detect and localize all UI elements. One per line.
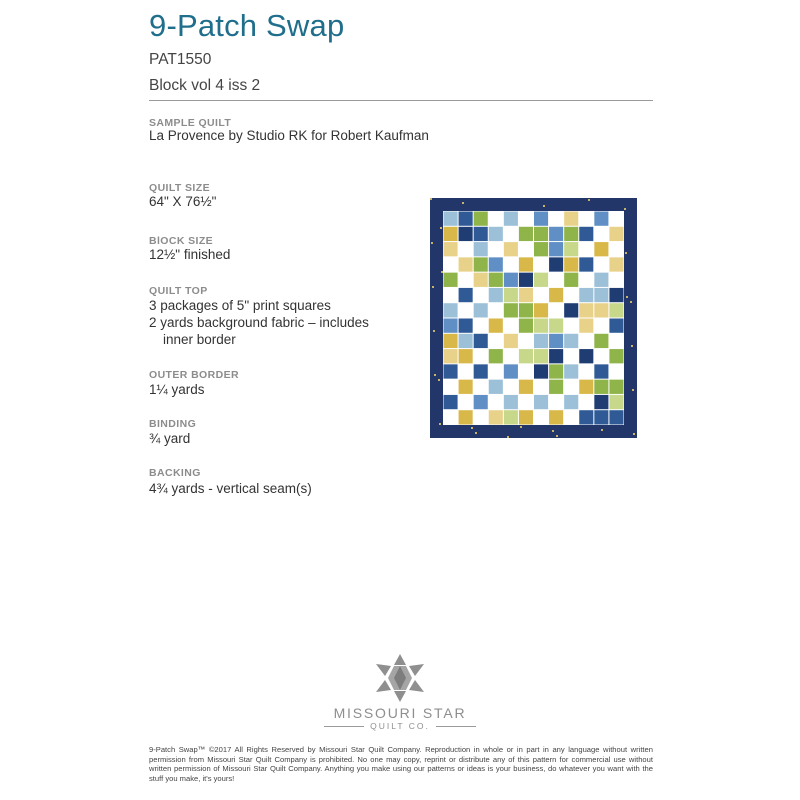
border-print-dot	[462, 202, 464, 204]
binding-label: BINDING	[149, 418, 197, 430]
quilt-print-square	[519, 410, 533, 424]
quilt-top-line-3	[149, 331, 236, 349]
quilt-print-square	[444, 227, 458, 241]
quilt-print-square	[579, 227, 593, 241]
border-print-dot	[430, 198, 432, 200]
binding-value: ¾ yard	[149, 431, 191, 446]
sample-quilt-label: SAMPLE QUILT	[149, 117, 232, 129]
quilt-print-square	[444, 212, 458, 226]
quilt-print-square	[459, 349, 473, 363]
pattern-code: PAT1550	[149, 51, 212, 68]
quilt-print-square	[609, 410, 623, 424]
quilt-print-square	[564, 334, 578, 348]
quilt-print-square	[459, 334, 473, 348]
border-print-dot	[552, 430, 554, 432]
quilt-print-square	[519, 227, 533, 241]
quilt-print-square	[609, 395, 623, 409]
quilt-print-square	[564, 212, 578, 226]
quilt-print-square	[534, 212, 548, 226]
quilt-print-square	[534, 334, 548, 348]
quilt-print-square	[579, 303, 593, 317]
quilt-print-square	[534, 303, 548, 317]
quilt-size-label: QUILT SIZE	[149, 182, 210, 194]
quilt-print-square	[594, 410, 608, 424]
quilt-print-square	[594, 288, 608, 302]
quilt-print-square	[549, 319, 563, 333]
backing-label: BACKING	[149, 467, 201, 479]
quilt-print-square	[519, 273, 533, 287]
border-print-dot	[441, 271, 443, 273]
brand-tagline-row	[0, 721, 800, 731]
quilt-print-square	[549, 242, 563, 256]
border-print-dot	[520, 426, 522, 428]
border-print-dot	[588, 199, 590, 201]
quilt-print-square	[459, 410, 473, 424]
quilt-print-square	[489, 288, 503, 302]
quilt-print-square	[579, 410, 593, 424]
border-print-dot	[633, 433, 635, 435]
quilt-print-square	[489, 273, 503, 287]
border-print-dot	[471, 427, 473, 429]
quilt-print-square	[474, 395, 488, 409]
quilt-top-label: QUILT TOP	[149, 285, 208, 297]
quilt-print-square	[504, 395, 518, 409]
outer-border-label: OUTER BORDER	[149, 369, 239, 381]
quilt-print-square	[564, 227, 578, 241]
quilt-print-square	[579, 288, 593, 302]
border-print-dot	[475, 432, 477, 434]
quilt-print-square	[549, 364, 563, 378]
quilt-image	[430, 198, 637, 438]
border-print-dot	[431, 242, 433, 244]
outer-border-value: 1¼ yards	[149, 382, 205, 397]
border-print-dot	[438, 379, 440, 381]
quilt-print-square	[579, 257, 593, 271]
quilt-print-square	[519, 257, 533, 271]
quilt-print-square	[564, 303, 578, 317]
border-print-dot	[601, 429, 603, 431]
quilt-print-square	[504, 212, 518, 226]
quilt-print-square	[594, 380, 608, 394]
quilt-print-square	[594, 364, 608, 378]
quilt-print-square	[444, 242, 458, 256]
quilt-print-square	[564, 395, 578, 409]
copyright-notice: 9-Patch Swap™ ©2017 All Rights Reserved by Missouri Star Quilt Company. Reproduction in whole or in part in any language without written permission from Missouri Star Quilt Company is prohibited. No one may copy, reprint or distribute any of this pattern for commercial use without written permission of Missouri Star Quilt Company. Anything you make using our patterns or ideas is your business, do whatever you want with the stuff you make, it's yours!	[149, 745, 653, 783]
quilt-print-square	[594, 395, 608, 409]
quilt-print-square	[444, 303, 458, 317]
quilt-print-square	[444, 334, 458, 348]
border-print-dot	[630, 301, 632, 303]
quilt-print-square	[504, 334, 518, 348]
sample-quilt-value: La Provence by Studio RK for Robert Kaufman	[149, 128, 429, 143]
quilt-print-square	[474, 334, 488, 348]
quilt-print-square	[444, 364, 458, 378]
quilt-print-square	[549, 334, 563, 348]
quilt-print-square	[564, 242, 578, 256]
border-print-dot	[624, 208, 626, 210]
quilt-print-square	[489, 349, 503, 363]
quilt-print-square	[594, 273, 608, 287]
border-print-dot	[626, 296, 628, 298]
quilt-print-square	[474, 212, 488, 226]
quilt-print-square	[519, 319, 533, 333]
quilt-print-square	[459, 319, 473, 333]
quilt-print-square	[609, 257, 623, 271]
quilt-print-square	[444, 395, 458, 409]
quilt-print-square	[459, 212, 473, 226]
block-size-value: 12½" finished	[149, 247, 231, 262]
quilt-print-square	[549, 380, 563, 394]
quilt-print-square	[489, 410, 503, 424]
quilt-size-value: 64" X 76½"	[149, 194, 217, 209]
quilt-print-square	[549, 227, 563, 241]
quilt-print-square	[564, 273, 578, 287]
border-print-dot	[434, 374, 436, 376]
brand-name: MISSOURI STAR	[333, 705, 467, 721]
quilt-print-square	[504, 364, 518, 378]
quilt-print-square	[519, 303, 533, 317]
border-print-dot	[440, 227, 442, 229]
quilt-print-square	[609, 349, 623, 363]
quilt-print-square	[474, 364, 488, 378]
quilt-print-square	[474, 227, 488, 241]
quilt-print-square	[609, 380, 623, 394]
quilt-print-square	[579, 319, 593, 333]
quilt-print-square	[534, 319, 548, 333]
border-print-dot	[433, 330, 435, 332]
quilt-print-square	[504, 288, 518, 302]
quilt-print-square	[609, 319, 623, 333]
quilt-print-square	[579, 349, 593, 363]
quilt-print-square	[504, 303, 518, 317]
quilt-print-square	[534, 395, 548, 409]
quilt-print-square	[489, 257, 503, 271]
quilt-print-square	[474, 303, 488, 317]
quilt-print-square	[519, 349, 533, 363]
quilt-print-square	[459, 227, 473, 241]
quilt-print-square	[534, 227, 548, 241]
border-print-dot	[507, 436, 509, 438]
quilt-print-square	[444, 273, 458, 287]
quilt-print-square	[549, 349, 563, 363]
border-print-dot	[439, 423, 441, 425]
quilt-print-square	[594, 242, 608, 256]
divider	[149, 100, 653, 101]
issue-info: Block vol 4 iss 2	[149, 77, 261, 94]
quilt-print-square	[519, 380, 533, 394]
quilt-print-square	[549, 257, 563, 271]
quilt-print-square	[504, 273, 518, 287]
quilt-print-square	[534, 349, 548, 363]
quilt-print-square	[444, 319, 458, 333]
backing-value: 4¾ yards - vertical seam(s)	[149, 481, 312, 496]
missouri-star-logo-icon	[373, 652, 427, 704]
quilt-print-square	[534, 242, 548, 256]
quilt-top-line-2: 2 yards background fabric – includes	[149, 315, 369, 330]
quilt-print-square	[504, 242, 518, 256]
quilt-print-square	[504, 410, 518, 424]
page-title: 9-Patch Swap	[149, 8, 345, 43]
quilt-print-square	[489, 227, 503, 241]
quilt-print-square	[459, 257, 473, 271]
quilt-print-square	[444, 349, 458, 363]
quilt-print-square	[489, 380, 503, 394]
quilt-print-square	[534, 364, 548, 378]
quilt-top-line-1: 3 packages of 5" print squares	[149, 298, 331, 313]
quilt-top-line-3-text: inner border	[163, 332, 236, 347]
border-print-dot	[432, 286, 434, 288]
quilt-print-square	[459, 288, 473, 302]
border-print-dot	[543, 205, 545, 207]
quilt-print-square	[474, 273, 488, 287]
quilt-print-square	[474, 257, 488, 271]
quilt-print-square	[564, 364, 578, 378]
quilt-print-square	[564, 257, 578, 271]
quilt-print-square	[609, 227, 623, 241]
border-print-dot	[556, 435, 558, 437]
quilt-print-square	[489, 319, 503, 333]
brand-tagline: QUILT CO.	[370, 721, 430, 731]
quilt-print-square	[534, 273, 548, 287]
quilt-print-square	[594, 334, 608, 348]
quilt-print-square	[459, 380, 473, 394]
quilt-print-square	[594, 212, 608, 226]
quilt-print-square	[609, 288, 623, 302]
quilt-print-square	[579, 380, 593, 394]
quilt-print-square	[519, 288, 533, 302]
quilt-print-square	[594, 303, 608, 317]
border-print-dot	[625, 252, 627, 254]
border-print-dot	[632, 389, 634, 391]
quilt-print-square	[474, 242, 488, 256]
block-size-label: BlOCK SIZE	[149, 235, 214, 247]
quilt-print-square	[609, 303, 623, 317]
border-print-dot	[631, 345, 633, 347]
quilt-print-square	[549, 288, 563, 302]
quilt-print-square	[549, 410, 563, 424]
